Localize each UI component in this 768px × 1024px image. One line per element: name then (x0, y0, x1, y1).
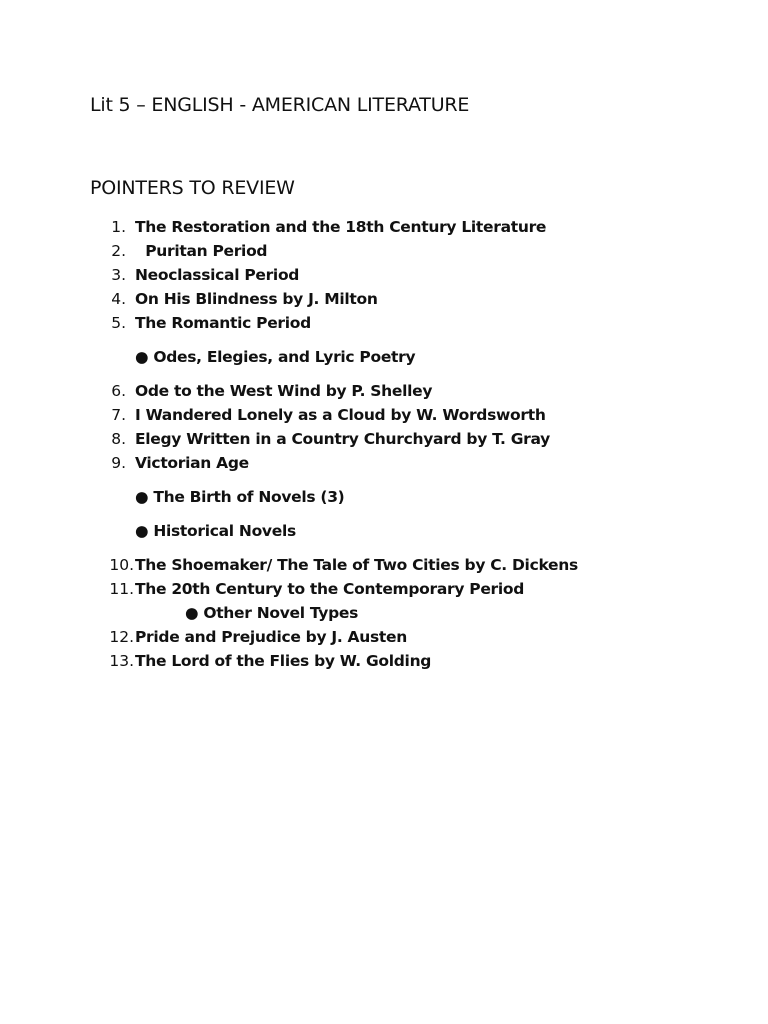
list-text: Neoclassical Period (135, 266, 300, 284)
list-number: 11. (109, 580, 134, 598)
bullet-item: ● Historical Novels (135, 522, 296, 540)
list-text: The Romantic Period (135, 314, 311, 332)
document-title: Lit 5 – ENGLISH - AMERICAN LITERATURE (90, 94, 470, 116)
list-text: The 20th Century to the Contemporary Period (135, 580, 525, 598)
list-text: Ode to the West Wind by P. Shelley (135, 382, 433, 400)
list-number: 9. (111, 454, 126, 472)
list-number: 6. (111, 382, 126, 400)
list-number: 13. (109, 652, 134, 670)
list-number: 12. (109, 628, 134, 646)
list-number: 8. (111, 430, 126, 448)
section-heading: POINTERS TO REVIEW (90, 177, 295, 199)
list-text: I Wandered Lonely as a Cloud by W. Wordsworth (135, 406, 546, 424)
list-number: 3. (111, 266, 126, 284)
list-text: Victorian Age (135, 454, 249, 472)
list-text: Pride and Prejudice by J. Austen (135, 628, 407, 646)
list-number: 7. (111, 406, 126, 424)
list-text: The Restoration and the 18th Century Literature (135, 218, 547, 236)
list-text: The Shoemaker/ The Tale of Two Cities by C. Dickens (135, 556, 578, 574)
list-text: On His Blindness by J. Milton (135, 290, 378, 308)
bullet-item: ● Odes, Elegies, and Lyric Poetry (135, 348, 416, 366)
list-number: 4. (111, 290, 126, 308)
bullet-item: ● Other Novel Types (185, 604, 359, 622)
list-text: Puritan Period (135, 242, 268, 260)
list-text: The Lord of the Flies by W. Golding (135, 652, 432, 670)
list-number: 10. (109, 556, 134, 574)
list-number: 1. (111, 218, 126, 236)
bullet-item: ● The Birth of Novels (3) (135, 488, 345, 506)
list-number: 5. (111, 314, 126, 332)
list-text: Elegy Written in a Country Churchyard by T. Gray (135, 430, 550, 448)
list-number: 2. (111, 242, 126, 260)
